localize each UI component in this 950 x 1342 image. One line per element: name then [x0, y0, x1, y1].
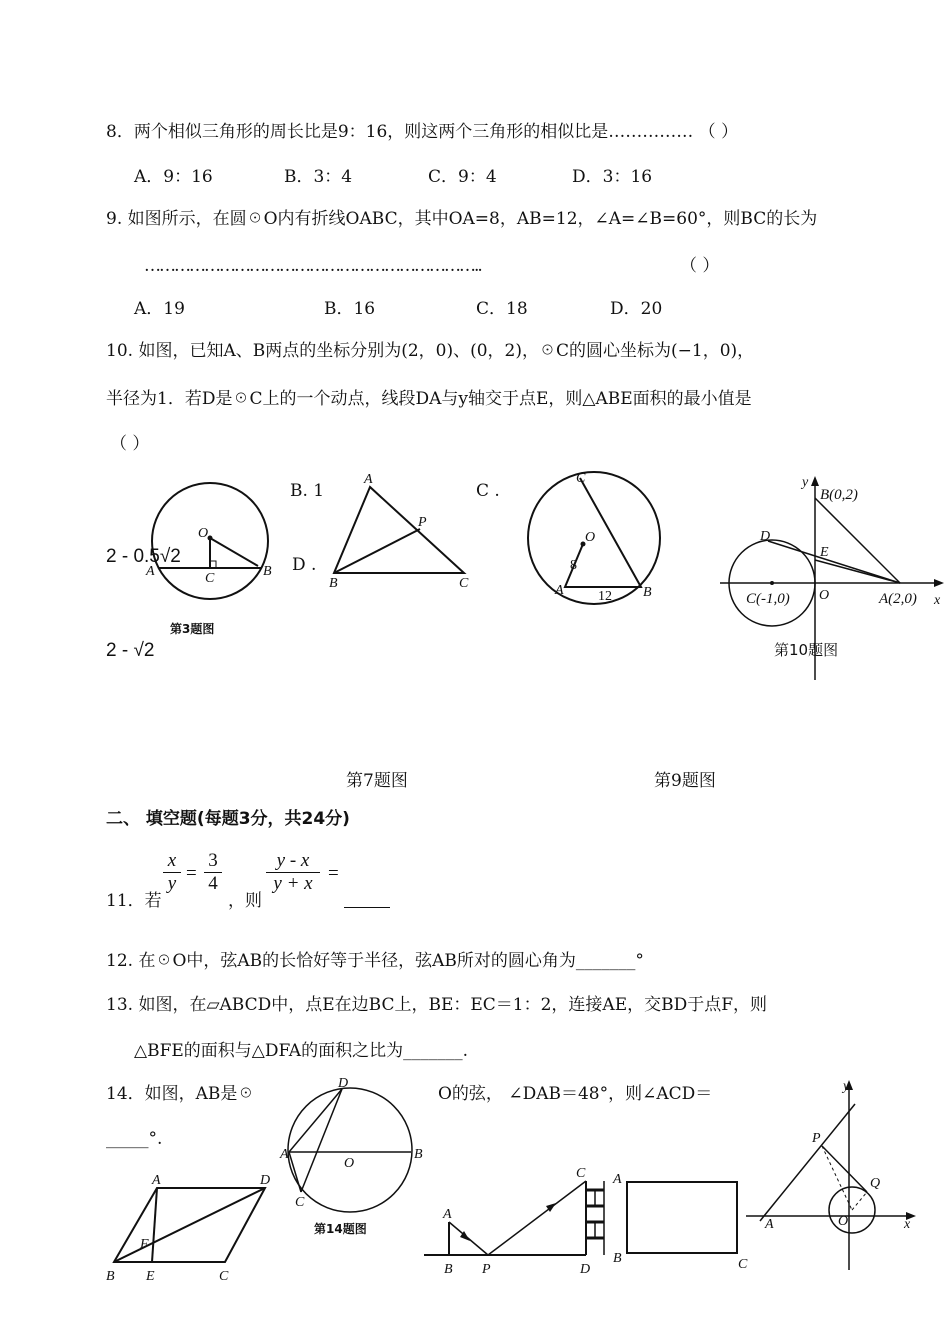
- svg-text:C: C: [576, 1166, 586, 1181]
- figure-rectangle: [612, 1172, 748, 1272]
- svg-text:A: A: [443, 1207, 452, 1222]
- svg-text:E: E: [820, 545, 829, 560]
- svg-text:A: A: [152, 1173, 161, 1188]
- q11-prefix: 11．若: [106, 891, 162, 911]
- q8-option-c: C．9：4: [428, 167, 497, 187]
- fig14-caption: 第14题图: [314, 1222, 367, 1236]
- q11-frac-expr: y - x y + x: [266, 850, 320, 895]
- svg-text:O: O: [344, 1156, 355, 1171]
- svg-text:B: B: [414, 1147, 423, 1162]
- svg-text:D: D: [580, 1262, 591, 1277]
- svg-text:A: A: [613, 1172, 622, 1187]
- q8-option-b: B．3：4: [284, 167, 353, 187]
- svg-text:y: y: [802, 475, 809, 490]
- q13-line2: △BFE的面积与△DFA的面积之比为_______.: [134, 1041, 468, 1061]
- q11-frac-xy: x y: [163, 850, 181, 895]
- svg-text:C: C: [459, 576, 469, 591]
- svg-text:P: P: [812, 1131, 821, 1146]
- svg-text:B: B: [444, 1262, 453, 1277]
- figure-14: [279, 1076, 423, 1236]
- figure-reflection: [424, 1166, 604, 1277]
- svg-text:A: A: [555, 583, 564, 598]
- q8-option-a: A．9：16: [134, 167, 213, 187]
- svg-text:12: 12: [598, 589, 612, 604]
- q11-eq1: =: [186, 863, 197, 884]
- svg-text:D: D: [760, 529, 771, 544]
- fig7-caption: 第7题图: [346, 771, 408, 791]
- q9-option-a: A．19: [134, 299, 185, 319]
- q13-line1: 13. 如图，在▱ABCD中，点E在边BC上，BE：EC＝1：2，连接AE，交BD于点F，则: [106, 995, 768, 1015]
- q10-frag-c: C .: [476, 481, 500, 501]
- svg-text:P: P: [418, 515, 427, 530]
- fig9-caption: 第9题图: [654, 771, 716, 791]
- svg-text:O: O: [585, 530, 596, 545]
- q9-option-b: B．16: [324, 299, 376, 319]
- svg-text:B: B: [329, 576, 338, 591]
- svg-text:A: A: [364, 472, 373, 487]
- q10-bracket: （ ）: [110, 434, 150, 454]
- svg-text:A: A: [765, 1217, 774, 1232]
- q10-line1: 10. 如图，已知A、B两点的坐标分别为(2，0)、(0，2)，☉C的圆心坐标为(−1，0)，: [106, 341, 755, 361]
- fig3-caption: 第3题图: [170, 622, 215, 636]
- svg-text:B: B: [613, 1251, 622, 1266]
- svg-text:D: D: [260, 1173, 271, 1188]
- svg-text:x: x: [934, 593, 941, 608]
- q10-option-a: 2 - 0.5√2: [106, 546, 181, 567]
- q9-stem: 9. 如图所示，在圆☉O内有折线OABC，其中OA=8，AB=12，∠A=∠B=60°，则BC的长为: [106, 209, 818, 229]
- q8-stem: 8．两个相似三角形的周长比是9：16，则这两个三角形的相似比是…………… （ ）: [106, 122, 739, 142]
- q12-text: 12. 在☉O中，弦AB的长恰好等于半径，弦AB所对的圆心角为_______°: [106, 951, 644, 971]
- svg-text:A: A: [146, 564, 155, 579]
- svg-text:C: C: [738, 1257, 748, 1272]
- svg-text:O: O: [819, 588, 830, 603]
- svg-text:P: P: [482, 1262, 491, 1277]
- q14-line2: _____°.: [106, 1129, 163, 1149]
- svg-text:y: y: [843, 1079, 850, 1094]
- svg-text:B(0,2): B(0,2): [820, 487, 858, 503]
- svg-text:x: x: [904, 1217, 911, 1232]
- svg-text:E: E: [146, 1269, 155, 1284]
- q8-option-d: D．3：16: [572, 167, 653, 187]
- svg-text:B: B: [106, 1269, 115, 1284]
- svg-text:C: C: [295, 1195, 305, 1210]
- q10-frag-d: D .: [292, 555, 317, 575]
- q9-bracket: （ ）: [680, 256, 720, 276]
- svg-text:B: B: [643, 585, 652, 600]
- svg-text:C: C: [576, 471, 586, 486]
- svg-text:B: B: [263, 564, 272, 579]
- figure-pq: [746, 1079, 916, 1270]
- q11-eq2: =: [328, 863, 339, 884]
- svg-text:A(2,0): A(2,0): [879, 591, 917, 607]
- q11-mid: ，则: [228, 891, 262, 911]
- svg-text:8: 8: [570, 558, 577, 573]
- svg-text:D: D: [338, 1076, 349, 1091]
- svg-text:A: A: [280, 1147, 289, 1162]
- q9-option-c: C．18: [476, 299, 528, 319]
- q11-frac-34: 3 4: [204, 850, 222, 895]
- figure-13: [106, 1173, 270, 1284]
- q10-line2: 半径为1．若D是☉C上的一个动点，线段DA与y轴交于点E，则△ABE面积的最小值是: [106, 389, 752, 409]
- svg-text:C: C: [219, 1269, 229, 1284]
- fig10-caption: 第10题图: [774, 641, 839, 659]
- q14-line1a: 14．如图，AB是☉: [106, 1084, 255, 1104]
- q10-option-d: 2 - √2: [106, 640, 155, 661]
- section2-title: 二、 填空题(每题3分，共24分): [106, 809, 350, 829]
- svg-text:O: O: [198, 526, 209, 541]
- q9-option-d: D．20: [610, 299, 663, 319]
- svg-text:C: C: [205, 571, 215, 586]
- svg-text:C(-1,0): C(-1,0): [746, 591, 790, 607]
- q9-dots: …………………………………………………………..: [144, 256, 481, 276]
- q10-frag-b: B. 1: [290, 481, 325, 501]
- q14-line1b: O的弦， ∠DAB＝48°，则∠ACD＝: [438, 1084, 713, 1104]
- svg-text:F: F: [140, 1237, 149, 1252]
- svg-text:O: O: [838, 1214, 849, 1229]
- svg-text:Q: Q: [870, 1176, 881, 1191]
